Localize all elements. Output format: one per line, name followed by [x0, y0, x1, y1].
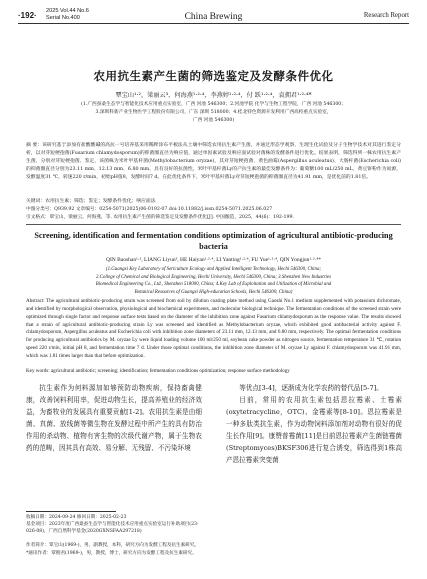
header-rule — [18, 23, 409, 24]
authors-en: QIN Baoshan¹·², LIANG Liyun³, HE Haiyan¹·²·⁴, LI Yanting¹·²·⁴, FU Yue¹·²·⁴, QIN Yongjun¹·²·⁴* — [105, 257, 322, 263]
journal-name: China Brewing — [184, 12, 243, 22]
keywords-en: Key words: agricultural antibiotic; screening; identification; fermentation conditions optimization; response surface methodology — [26, 368, 290, 374]
affiliation-line: Biomedical Engineering Co., Ltd., Shenzhen 518000, China; 4.Key Lab of Exploitation and Utilization of Microbial and — [95, 282, 332, 288]
title-en: Screening, identification and fermentation conditions optimization of agricultural antibiotic-producing bacteria — [34, 231, 393, 251]
body-paragraph: 等优点[3-4]，逐渐成为化学农药的替代品[5-7]。 — [239, 384, 383, 392]
body-column-left — [26, 382, 202, 454]
running-header — [18, 6, 409, 30]
abstract-zh: 摘 要：该研究基于添加有盐酸酸碱的高抗一号培养基采用稀释涂布平板法从土壤中筛选农用抗生素产生菌，并通过形态学观察、生理生化试验及分子生物学技术对其进行鉴定分析，以对芽短梗孢菌(Fusarium chlamydosporum)的抑菌圈直径为响应值，通过单因素试验及响应面试验对菌株的发酵条件进行优化。结果表明，筛选得到一株农用抗生素产生菌，分别对芽短梗孢菌、鉴定，该菌株为米叶甲基杆菌(Methylobacterium oryzae)，其对芽短梗孢菌、黄色曲霉(Aspergillus aculeatus)、大肠杆菌(Escherichia coli)的抑菌圈直径分别为23.11 mm、12.13 mm、6.80 mm，具有良好的抗菌性。米叶甲基杆菌Ly的产抗生素的最佳发酵条件为：葡萄糖100 mL/250 mL，黄豆饼粉作为氮源，发酵温度31 ℃，转速220 r/min，初始pH值8，发酵时间7 d。在此优化条件下，米叶甲基杆菌Ly对芽短梗孢菌的抑菌圈直径为41.91 mm，是优化前的1.81倍。 — [26, 143, 401, 180]
authors-zh: 覃宝山¹·²，梁丽云³，何海燕¹·²·⁴，李燕婷¹·²·⁴，付 跃¹·²·⁴，袁拥君¹·²·⁴* — [115, 92, 312, 99]
body-column-right — [226, 382, 402, 466]
affiliation-line: Botanical Resources of Guangxi High-education Schools, Hechi 546300, China) — [134, 289, 293, 295]
body-paragraph: 目前，常用的农用抗生素包括恩拉霉素、土霉素(oxytetracycline，OTC)、金霉素等[8-10]。恩拉霉素是一种多肽类抗生素，作为动物饲料添加剂对动物有很好的促生长作用[9]。康赞普霉菌[11]是目前恩拉霉素产生菌链霉菌(Streptomyces)BKSF306进行复合诱变，筛选得到1株高产恩拉霉素突变菌 — [226, 396, 402, 464]
section-label: Research Report — [363, 12, 409, 19]
affiliation-line: 3.深圳科新产业生物医学工程股份有限公司，广东 深圳 518000；4.桂北特色资源开发利用广西高校重点实验室， — [95, 109, 332, 115]
affiliations-zh — [52, 101, 375, 124]
footnote-received: 收稿日期：2024-09-24 修回日期：2025-02-23 — [26, 515, 127, 520]
affiliation-line: (1.广西蚕桑生态学与智能化技术应用重点实验室，广西 河池 546300；2.河池学院 化学与生物工程学院，广西 河池 546300； — [81, 102, 346, 107]
keywords-zh: 关键词：农用抗生素；筛选；鉴定；发酵条件优化；响应面法 — [26, 199, 156, 204]
affiliation-line: (1.Guangxi Key Laboratory of Sericulture Ecology and Applied Intelligent Technology, Hechi 546300, China; — [105, 267, 322, 272]
volume: 2025 Vol.44 No.6 — [46, 8, 89, 14]
affiliations-en — [40, 266, 387, 296]
footnote-corresponding: *通讯作者：覃拥君(1969-)，男，教授，博士，研究方向为发酵工程及抗生素研究。 — [26, 551, 197, 556]
footnote-rule — [26, 511, 116, 512]
footnote-funding: 基金项目：2023年度广西桑蚕生态学与智能化技术应用重点实验室运行补助项目(23-026-08)，广西自然科学基金(2020GXNSFAA297218) — [26, 522, 199, 534]
body-paragraph: 抗生素作为何料源加如够预防动物疾病，保持畜禽健康，改善饲料利用率，促进动物生长，提高养殖业的经济效益，为畜牧业的发展具有重要贡献[1-2]。农用抗生素是由细菌、真菌、放线菌等微生物在发酵过程中所产生的具有防治作用的杀动物、植物有害生物的次级代谢产物，属于生物农药的范畴，因其具有高效、易分解、无残留、不污染环境 — [26, 384, 202, 452]
classification-line: 中图分类号：Q939.92 文章编号：0254-5071(2025)06-0192-07 doi:10.11882/j.issn.0254-5071.2025.06.027 — [26, 207, 273, 212]
page-number: ·192· — [18, 11, 37, 20]
citation-line: 引文格式：覃宝山，梁丽云，何海燕，等. 农用抗生素产生菌的筛选鉴定及发酵条件优化[J]. 中国酿造，2025，44(6)：192-199. — [26, 215, 294, 220]
footnote-author: 作者简介：覃宝山(1969-)，男，副教授，本科，研究方向为发酵工程及抗生素研究。 — [26, 543, 200, 548]
affiliation-line: 2.College of Chemical and Biological Engineering, Hechi University, Hechi 546300, China; 3.Shenzhen New Industries — [96, 274, 331, 280]
affiliation-line: 广西 河池 546300) — [192, 117, 235, 123]
serial: Serial No.400 — [46, 15, 80, 21]
abstract-en: Abstract: The agricultural antibiotic-producing strain was screened from soil by dilution coating plate method using Gaoshi No.1 medium supplemented with potassium dichromate, and identified by morphological observation, physiological and biochemical experiments, and molecular biological technique. The fermentation conditions of the screened strain were optimized through single factor and response surface tests based on the diameter of the inhibition zone against Fusarium chlamydosporum as the response value. The results showed that a strain of agricultural antibiotic-producing strain Ly was screened and identified as Methylobacterium oryzae, which exhibited good antibacterial activity against F. chlamydosporum, Aspergillus aculeatus and Escherichia coli with inhibition zone diameters of 23.11 mm, 12.13 mm, and 6.80 mm, respectively. The optimal fermentation conditions for producing agricultural antibiotics by M. oryzae Ly were liquid loading volume 100 ml/250 ml, soybean cake powder as nitrogen source, fermentation temperature 31 ℃, rotation speed 220 r/min, initial pH 8, and fermentation time 7 d. Under those optimal conditions, the inhibition zone diameter of M. oryzae Ly against F. chlamydosporum was 41.91 mm, which was 1.81 times larger than that before optimization. — [26, 298, 401, 359]
title-zh: 农用抗生素产生菌的筛选鉴定及发酵条件优化 — [93, 69, 334, 83]
divider — [26, 224, 401, 225]
